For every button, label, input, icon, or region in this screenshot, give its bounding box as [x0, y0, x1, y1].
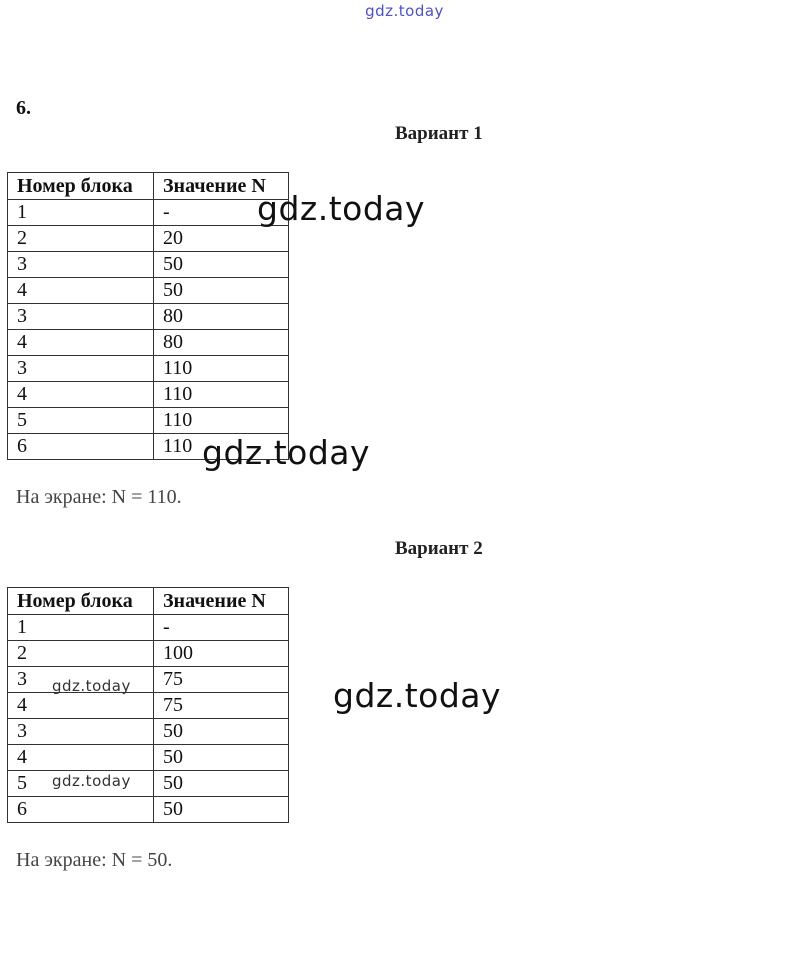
- table-cell: 110: [154, 382, 289, 408]
- variant-2-result: На экране: N = 50.: [16, 849, 173, 871]
- table-row: [8, 719, 289, 745]
- watermark: gdz.today: [202, 433, 371, 472]
- table-cell: 50: [154, 745, 289, 771]
- variant-2-table: [7, 587, 289, 823]
- column-header: Значение N: [154, 173, 289, 200]
- table-row: [8, 693, 289, 719]
- table-cell: 80: [154, 304, 289, 330]
- watermark: gdz.today: [333, 676, 502, 715]
- table-cell: 5: [8, 408, 154, 434]
- table-row: [8, 641, 289, 667]
- table-cell: -: [154, 200, 289, 226]
- table-header-row: [8, 173, 289, 200]
- table-row: [8, 200, 289, 226]
- table-cell: 4: [8, 693, 154, 719]
- variant-1-table: [7, 172, 289, 460]
- variant-2-title: Вариант 2: [395, 538, 483, 559]
- table-cell: 3: [8, 667, 154, 693]
- table-cell: 4: [8, 745, 154, 771]
- table-cell: 6: [8, 434, 154, 460]
- table-cell: 2: [8, 226, 154, 252]
- header-watermark: gdz.today: [365, 2, 444, 20]
- table-cell: 50: [154, 771, 289, 797]
- table-cell: 4: [8, 330, 154, 356]
- table-row: [8, 304, 289, 330]
- table-cell: 4: [8, 278, 154, 304]
- table-row: [8, 408, 289, 434]
- table-cell: 3: [8, 304, 154, 330]
- table-cell: 1: [8, 615, 154, 641]
- table-header-row: [8, 588, 289, 615]
- watermark: gdz.today: [257, 189, 426, 228]
- table-cell: 4: [8, 382, 154, 408]
- table-cell: 5: [8, 771, 154, 797]
- table-row: [8, 356, 289, 382]
- column-header: Номер блока: [8, 173, 154, 200]
- table-cell: 1: [8, 200, 154, 226]
- table-row: [8, 330, 289, 356]
- table-cell: 6: [8, 797, 154, 823]
- table-cell: 3: [8, 356, 154, 382]
- table-cell: 110: [154, 356, 289, 382]
- table-cell: 50: [154, 252, 289, 278]
- variant-1-title: Вариант 1: [395, 123, 483, 144]
- task-number: 6.: [16, 97, 31, 119]
- table-row: [8, 667, 289, 693]
- table-row: [8, 771, 289, 797]
- table-cell: -: [154, 615, 289, 641]
- table-row: [8, 226, 289, 252]
- table-cell: 20: [154, 226, 289, 252]
- column-header: Номер блока: [8, 588, 154, 615]
- table-row: [8, 797, 289, 823]
- variant-1-result: На экране: N = 110.: [16, 486, 182, 508]
- table-row: [8, 252, 289, 278]
- watermark: gdz.today: [52, 677, 131, 695]
- table-cell: 3: [8, 719, 154, 745]
- table-cell: 110: [154, 408, 289, 434]
- table-cell: 75: [154, 667, 289, 693]
- table-cell: 3: [8, 252, 154, 278]
- watermark: gdz.today: [52, 772, 131, 790]
- table-cell: 50: [154, 719, 289, 745]
- table-cell: 50: [154, 797, 289, 823]
- table-cell: 50: [154, 278, 289, 304]
- column-header: Значение N: [154, 588, 289, 615]
- table-row: [8, 615, 289, 641]
- table-cell: 2: [8, 641, 154, 667]
- table-row: [8, 382, 289, 408]
- table-cell: 110: [154, 434, 289, 460]
- table-row: [8, 278, 289, 304]
- table-cell: 75: [154, 693, 289, 719]
- table-row: [8, 745, 289, 771]
- table-cell: 100: [154, 641, 289, 667]
- table-cell: 80: [154, 330, 289, 356]
